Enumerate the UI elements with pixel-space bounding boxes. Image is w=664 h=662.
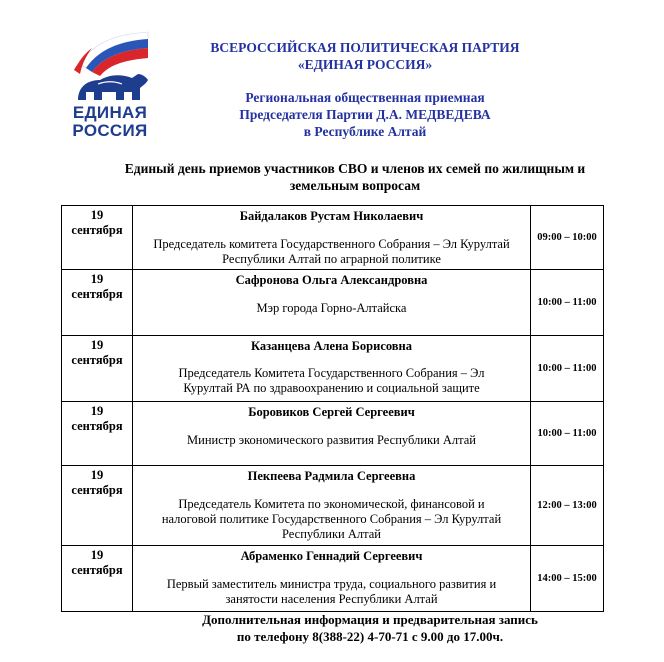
- reception-line-2: Председателя Партии Д.А. МЕДВЕДЕВА: [239, 107, 491, 122]
- date-day: 19: [90, 548, 104, 562]
- schedule-table: [61, 205, 604, 612]
- date-day: 19: [90, 338, 104, 352]
- person-name: Казанцева Алена Борисовна: [250, 339, 413, 353]
- bear-flag-icon: [60, 30, 160, 106]
- table-row: [62, 546, 604, 612]
- info-cell: [133, 270, 531, 336]
- time-cell: 14:00 – 15:00: [531, 546, 604, 612]
- date-cell: [62, 336, 133, 402]
- date-day: 19: [90, 468, 104, 482]
- person-name: Абраменко Геннадий Сергеевич: [240, 549, 423, 563]
- person-name: Боровиков Сергей Сергеевич: [248, 405, 415, 419]
- logo-word-1: ЕДИНАЯ: [72, 103, 148, 122]
- info-cell: [133, 206, 531, 270]
- footer-info-line-1: Дополнительная информация и предварительная запись: [202, 612, 538, 627]
- time-cell: 09:00 – 10:00: [531, 206, 604, 270]
- table-row: [62, 336, 604, 402]
- table-row: [62, 466, 604, 546]
- time-cell: 10:00 – 11:00: [531, 270, 604, 336]
- date-cell: [62, 466, 133, 546]
- date-month: сентября: [71, 483, 123, 497]
- table-row: [62, 206, 604, 270]
- time-cell: 12:00 – 13:00: [531, 466, 604, 546]
- time-cell: 10:00 – 11:00: [531, 336, 604, 402]
- person-role: Председатель комитета Государственного Собрания – Эл Курултай Республики Алтай по аграрной политике: [153, 237, 510, 266]
- document-title-line-2: земельным вопросам: [289, 178, 421, 193]
- date-month: сентября: [71, 287, 123, 301]
- time-cell: 10:00 – 11:00: [531, 402, 604, 466]
- person-name: Пекпеева Радмила Сергеевна: [247, 469, 416, 483]
- date-cell: [62, 270, 133, 336]
- date-cell: [62, 546, 133, 612]
- info-cell: [133, 402, 531, 466]
- date-month: сентября: [71, 419, 123, 433]
- person-name: Сафронова Ольга Александровна: [235, 273, 428, 287]
- table-row: [62, 402, 604, 466]
- document-title-line-1: Единый день приемов участников СВО и членов их семей по жилищным и: [124, 161, 586, 176]
- date-day: 19: [90, 404, 104, 418]
- person-role: Председатель Комитета Государственного Собрания – Эл Курултай РА по здравоохранению и социальной защите: [178, 366, 485, 395]
- date-month: сентября: [71, 223, 123, 237]
- reception-line-1: Региональная общественная приемная: [245, 90, 485, 105]
- info-cell: [133, 546, 531, 612]
- person-role: Мэр города Горно-Алтайска: [256, 301, 407, 315]
- date-cell: [62, 206, 133, 270]
- person-role: Председатель Комитета по экономической, финансовой и налоговой политике Государственного Собрания – Эл Курултай Республики Алтай: [161, 497, 502, 541]
- person-role: Министр экономического развития Республики Алтай: [187, 433, 476, 447]
- date-month: сентября: [71, 563, 123, 577]
- united-russia-logo: [60, 30, 160, 146]
- table-row: [62, 270, 604, 336]
- logo-word-2: РОССИЯ: [72, 121, 148, 140]
- date-month: сентября: [71, 353, 123, 367]
- info-cell: [133, 466, 531, 546]
- date-day: 19: [90, 208, 104, 222]
- party-name-line-1: ВСЕРОССИЙСКАЯ ПОЛИТИЧЕСКАЯ ПАРТИЯ: [210, 40, 520, 55]
- reception-line-3: в Республике Алтай: [303, 124, 427, 139]
- date-day: 19: [90, 272, 104, 286]
- person-name: Байдалаков Рустам Николаевич: [239, 209, 424, 223]
- info-cell: [133, 336, 531, 402]
- footer-phone-line: по телефону 8(388-22) 4-70-71 с 9.00 до 17.00ч.: [236, 629, 504, 644]
- party-name-line-2: «ЕДИНАЯ РОССИЯ»: [297, 57, 433, 72]
- date-cell: [62, 402, 133, 466]
- person-role: Первый заместитель министра труда, социального развития и занятости населения Республики Алтай: [166, 577, 497, 606]
